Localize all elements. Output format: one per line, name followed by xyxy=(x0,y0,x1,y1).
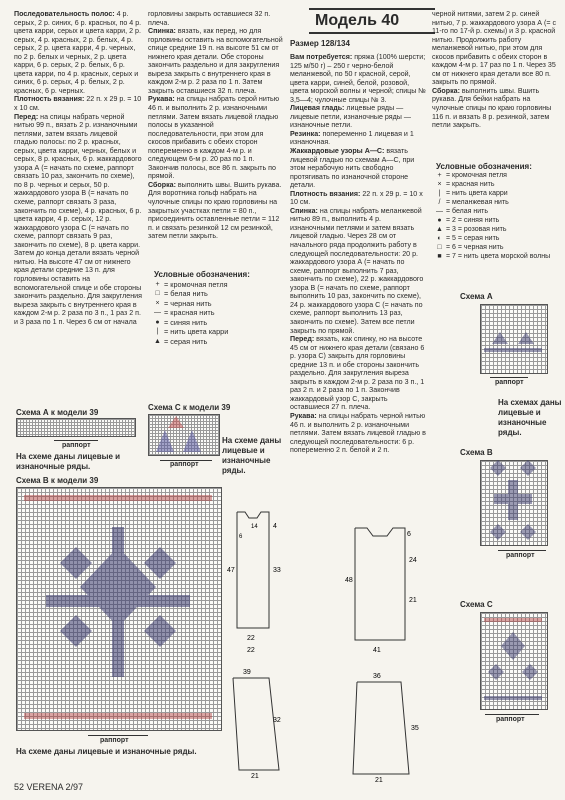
dim-sleeve-top: 39 xyxy=(243,669,251,676)
scheme-c40-title: Схема С xyxy=(460,600,493,609)
model-title: Модель 40 xyxy=(309,8,435,34)
legend-item: × = черная нить xyxy=(155,298,212,308)
scheme-b40-title: Схема В xyxy=(460,448,493,457)
dim-6: 6 xyxy=(407,531,411,538)
sleeve-piece-outline xyxy=(233,678,279,770)
dim-armhole: 4 xyxy=(273,523,277,530)
jacquard: Жаккардовые узоры А—С: вязать лицевой гладью по схемам А—С, при этом нерабочую нить свободно протягивать по изнаночной стороне детали. xyxy=(290,147,415,190)
black-yarn-icon: □ xyxy=(437,244,442,251)
legend-item: | = нить цвета карри xyxy=(436,189,560,198)
pattern-pieces-39 xyxy=(225,508,291,778)
assembly-instructions: Сборка: выполнить швы. Вшить рукава. Для воротника гольф набрать на чулочные спицы по краю горловины на закрытых участках петли = 80 п., присоединить оставленные петли = 112 п. и связать резинкой 12 см резинкой, затем петли закрыть. xyxy=(148,180,282,241)
back-instructions: Спинка: вязать, как перед, но для горловины оставить на вспомогательной спице средние 19 п. на высоте 51 см от нижнего края детали. Обе стороны закончить раздельно и для закругления выреза закрыть с внутреннего края в каждом 2-м р. 2 раза по 1 п. Затем закрыть оставшиеся 32 п. плеча. xyxy=(148,27,283,95)
sea-green-yarn-icon: ■ xyxy=(437,253,442,260)
red-yarn-icon: × xyxy=(437,181,442,188)
rapport-label: раппорт xyxy=(62,442,91,449)
scheme-b40-motif xyxy=(480,460,546,544)
legend-40 xyxy=(436,162,560,261)
blue-yarn-icon: ● xyxy=(155,318,160,326)
dim-24: 24 xyxy=(409,557,417,564)
rapport-label: раппорт xyxy=(495,379,524,386)
sleeve-instructions: Рукава: на спицы набрать серой нитью 46 п. и выполнить 2 р. изнаночными петлями. Затем вязать лицевой гладью полосы в указанной последовательности, при этом для скосов прибавить с обеих сторон попеременно в каждом 4-м р. и следующем 6-м р. 20 раз по 1 п. Закончив полосы, все 86 п. закрыть по прямой. xyxy=(148,95,280,181)
scheme-a39-title: Схема А к модели 39 xyxy=(16,408,99,417)
dim-21: 21 xyxy=(409,597,417,604)
curry-yarn-icon: | xyxy=(156,328,159,335)
dim-bottom: 22 xyxy=(247,635,255,642)
legend-item: ▲ = 3 = розовая нить xyxy=(436,226,507,233)
legend-39-title: Условные обозначения: xyxy=(154,270,250,279)
gauge-40: Плотность вязания: 22 п. x 29 р. = 10 x 10 см. xyxy=(290,189,423,207)
stockinette: Лицевая гладь: лицевые ряды — лицевые петли, изнаночные ряды — изнаночные петли. xyxy=(290,104,411,130)
legend-item: ● = 2 = синяя нить xyxy=(437,217,500,224)
legend-item: — = белая нить xyxy=(436,208,488,215)
rapport-line xyxy=(490,377,528,378)
pattern-pieces-40 xyxy=(345,522,427,782)
scheme-a39-grid xyxy=(16,418,136,437)
scheme-b39-note: На схеме даны лицевые и изнаночные ряды. xyxy=(16,747,197,756)
dim-21b: 21 xyxy=(375,777,383,782)
blue-yarn-icon: ● xyxy=(437,217,442,224)
scheme-a40-motif xyxy=(480,304,546,372)
black-yarn-icon: × xyxy=(155,299,160,307)
legend-item: ▲ = серая нить xyxy=(154,336,208,346)
rapport-line xyxy=(498,550,546,551)
dim-bottom2: 22 xyxy=(247,647,255,654)
size-label: Размер 128/134 xyxy=(290,39,350,48)
melange-yarn-icon: / xyxy=(438,199,441,206)
red-yarn-icon: — xyxy=(154,309,161,316)
back-piece-outline xyxy=(355,528,405,640)
legend-item: + = кромочная петля xyxy=(155,279,228,289)
legend-39 xyxy=(154,270,284,346)
selvedge-icon: + xyxy=(437,172,442,179)
scheme-c39-motif xyxy=(148,414,218,454)
legend-40-title: Условные обозначения: xyxy=(436,162,532,171)
materials: Вам потребуется: пряжа (100% шерсти; 125 м/50 г) – 250 г черно-белой меланжевой, по 50 г красной, серой, цвета карри, синей, белой, розовой, цвета морской волны и черной; спицы № 3,5—4; чулочные спицы № 3. xyxy=(290,53,426,104)
back-40: Спинка: на спицы набрать меланжевой нитью 89 п., выполнить 4 р. изнаночными петлями и затем вязать лицевой гладью. Через 28 см от начального ряда продолжить работу в следующей последовательности: 20 р. жаккардового узора А (= начать по схеме, раппорт выполнить 7 раз, закончить по схеме), 22 р. жаккардового узора В (= начать по схеме, раппорт выполнить 10 раз, закончить по схеме), 24 р. жаккардового узора С (= начать по схеме, раппорт выполнить 13 раз, закончить по схеме). Затем все петли закрыть по прямой. xyxy=(290,206,424,335)
rapport-label: раппорт xyxy=(170,461,199,468)
sleeve-piece-outline xyxy=(353,682,409,774)
legend-item: ◐ = 5 = серая нить xyxy=(437,235,500,242)
sleeves-40: Рукава: на спицы набрать черной нитью 46 п. и выполнить 2 р. изнаночными петлями. Затем вязать лицевой гладью в следующей последовательности: 6 р. попеременно 2 п. белой и 2 п. xyxy=(290,411,426,455)
dim-front-width: 47 xyxy=(227,567,235,574)
neck-continue: горловины закрыть оставшиеся 32 п. плеча. xyxy=(148,10,271,27)
legend-item: — = красная нить xyxy=(154,308,215,317)
legend-item: □ = 6 = черная нить xyxy=(437,244,504,251)
scheme-b39-title: Схема В к модели 39 xyxy=(16,476,99,485)
dim-6: 6 xyxy=(239,534,243,540)
assembly-40: Сборка: выполнить швы. Вшить рукава. Для бейки набрать на чулочные спицы по краю горловины 116 п. и вязать 8 р. резинкой, затем петли закрыть. xyxy=(432,86,552,130)
stripe-sequence: Последовательность полос: 4 р. серых, 2 р. синих, 6 р. красных, по 4 р. цвета карри, серых и цвета карри, 2 р. серых, 4 р. красных, 2 р. белых, 4 р. серых, 2 р. цвета карри, 4 р. черных, по 2 р. белых и черных, 2 р. цвета карри, 6 р. серых, 2 р. белых, 6 р. цвета карри, по 4 р. красных, серых и синих, 6 р. серых, 4 р. белых, 2 р. красных, 6 р. черных. xyxy=(14,10,142,95)
scheme-a39-note: На схеме даны лицевые и изнаночные ряды. xyxy=(16,452,121,471)
col4-text xyxy=(432,10,558,130)
front-40: Перед: вязать, как спинку, но на высоте 45 см от нижнего края детали (связано 6 р. узора С) закрыть для горловины средние 13 п. и обе стороны закончить раздельно. Для закругления выреза закрыть в каждом 2-м р. 2 раза по 3 п., 1 раз 2 п. и 2 раза по 1 п. Закончив жаккардовый узор С, закрыть оставшиеся 27 п. плеча. xyxy=(290,335,425,412)
white-yarn-icon: — xyxy=(436,208,443,215)
dim-41: 41 xyxy=(373,647,381,654)
legend-item: □ = белая нить xyxy=(155,289,208,298)
col2-text xyxy=(148,10,284,241)
rapport-label: раппорт xyxy=(506,552,535,559)
scheme-40-note: На схемах даны лицевые и изнаночные ряды. xyxy=(498,398,562,437)
legend-item: × = красная нить xyxy=(437,181,495,188)
gauge: Плотность вязания: 22 п. x 29 р. = 10 x 10 см. xyxy=(14,95,142,113)
curry-yarn-icon: | xyxy=(438,190,441,197)
rib: Резинка: попеременно 1 лицевая и 1 изнаночная. xyxy=(290,129,414,147)
dim-14: 14 xyxy=(251,524,258,530)
sleeves-40-cont: черной нитями, затем 2 р. синей нитью, 7 р. жаккардового узора А (= с 11-го по 17-й р. схемы) и 3 р. красной нитью. Продолжить работу меланжевой нитью, при этом для скосов прибавить с обеих сторон в каждом 4-м р. 17 раз по 1 п. Через 35 см от нижнего края детали все 80 п. закрыть по прямой. xyxy=(432,10,556,87)
dim-side: 33 xyxy=(273,567,281,574)
scheme-c39-title: Схема С к модели 39 xyxy=(148,403,231,412)
scheme-a40-title: Схема А xyxy=(460,292,493,301)
pink-yarn-icon: ▲ xyxy=(436,226,443,233)
page-footer: 52 VERENA 2/97 xyxy=(14,782,84,792)
grey-yarn-icon: ◐ xyxy=(437,235,442,242)
scheme-c39-note: На схеме даны лицевые и изнаночные ряды. xyxy=(222,436,282,475)
col1-text xyxy=(14,10,142,326)
legend-item: ● = синяя нить xyxy=(155,317,208,327)
legend-item: + = кромочная петля xyxy=(437,172,507,179)
dim-48: 48 xyxy=(345,577,353,584)
dim-35: 35 xyxy=(411,725,419,732)
rapport-line xyxy=(88,735,148,736)
legend-item: / = меланжевая нить xyxy=(436,198,560,207)
scheme-b39-motif xyxy=(16,487,220,729)
selvedge-icon: + xyxy=(155,280,160,288)
rapport-line xyxy=(485,714,539,715)
dim-sleeve-len: 32 xyxy=(273,717,281,724)
white-yarn-icon: □ xyxy=(155,290,160,297)
front-instructions: Перед: на спицы набрать черной нитью 99 п., вязать 2 р. изнаночными петлями, затем вязать лицевой гладью полосы: по 2 р. красных, серых, цвета карри, черных, белых и серых, 8 р. красных, 6 р. жаккардового узора А (= начать по схеме, раппорт связать 10 раз, закончить по схеме), по 8 р. черных и серых, 50 р. жаккардового узора В (= начать по схеме, раппорт связать 3 раза, закончить по схеме), 4 р. красных, 6 р. цвета карри, 4 р. серых, 12 р. жаккардового узора С (= начать по схеме, раппорт связать 9 раз, закончить по схеме), 8 р. цвета карри. Затем до конца детали вязать черной нитью. На высоте 47 см от нижнего края детали средние 13 п. для горловины оставить на вспомогательной спице и обе стороны закончить раздельно. Для закругления выреза закрыть с внутреннего края в каждом 2-м р. 2 раза по 3 п., 1 раз 2 п. и 3 раза по 1 п. Через 6 см от начала xyxy=(14,112,142,326)
col3-text xyxy=(290,53,427,455)
rapport-line xyxy=(54,440,98,441)
rapport-label: раппорт xyxy=(496,716,525,723)
grey-yarn-icon: ▲ xyxy=(154,337,161,345)
legend-item: | = нить цвета карри xyxy=(154,327,284,337)
rapport-label: раппорт xyxy=(100,737,129,744)
dim-36: 36 xyxy=(373,673,381,680)
dim-sleeve-bottom: 21 xyxy=(251,773,259,778)
scheme-c40-motif xyxy=(480,612,546,708)
legend-item: ■ = 7 = нить цвета морской волны xyxy=(437,253,551,260)
